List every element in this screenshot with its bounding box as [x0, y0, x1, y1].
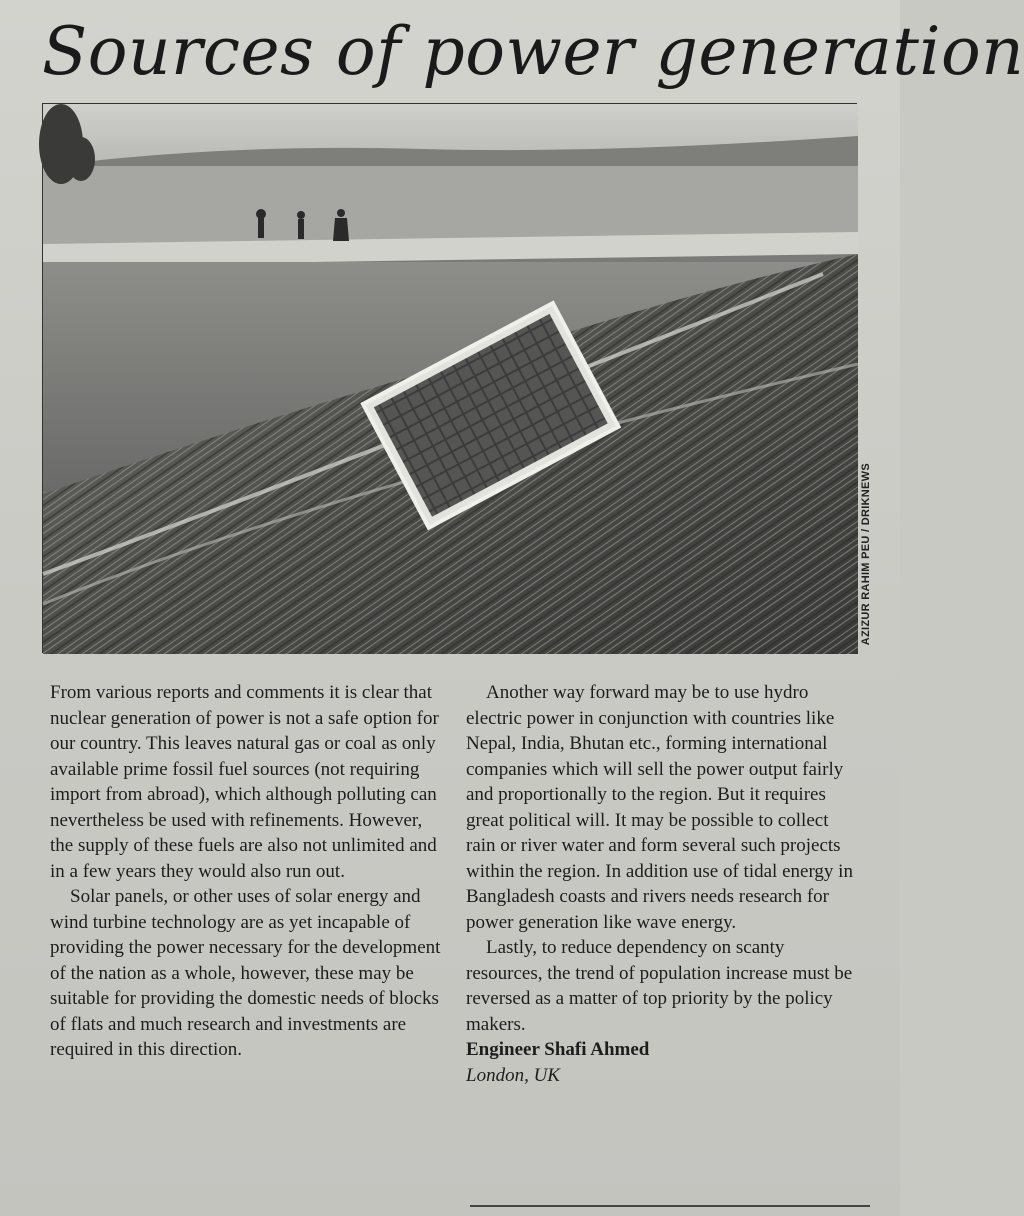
letter-column-left: [50, 680, 445, 1190]
paragraph-population: Lastly, to reduce dependency on scanty resources, the trend of population increase must be reversed as a matter of top priority by the policy makers.: [466, 937, 853, 1035]
letter-column-right: [466, 680, 861, 1190]
author-location: London, UK: [466, 1064, 560, 1086]
paragraph-solar-wind: Solar panels, or other uses of solar energy and wind turbine technology are as yet incapable of providing the power necessary for the development of the nation as a whole, however, these may be suitable for providing the domestic needs of blocks of flats and much research and investments are required in this direction.: [50, 886, 441, 1060]
paragraph-nuclear-fossil: From various reports and comments it is clear that nuclear generation of power is not a safe option for our country. This leaves natural gas or coal as only available prime fossil fuel sources (not requiring import from abroad), which although polluting can nevertheless be used with refinements. However, the supply of these fuels are also not unlimited and in a few years they would also run out.: [50, 682, 439, 882]
author-name: Engineer Shafi Ahmed: [466, 1039, 650, 1060]
photo-credit: [851, 355, 881, 645]
paragraph-hydro-tidal: Another way forward may be to use hydro electric power in conjunction with countries like Nepal, India, Bhutan etc., forming international companies which will sell the power output fairly and proportionally to the region. But it requires great political will. It may be possible to collect rain or river water and form several such projects within the region. In addition use of tidal energy in Bangladesh coasts and rivers needs research for power generation like wave energy.: [466, 682, 853, 933]
headline: Sources of power generation: [42, 13, 1024, 90]
news-photo-solar-panel-on-thatched-roof: [42, 103, 857, 653]
photo-credit-text: AZIZUR RAHIM PEU / DRIKNEWS: [860, 462, 872, 645]
bottom-rule: [470, 1205, 870, 1207]
